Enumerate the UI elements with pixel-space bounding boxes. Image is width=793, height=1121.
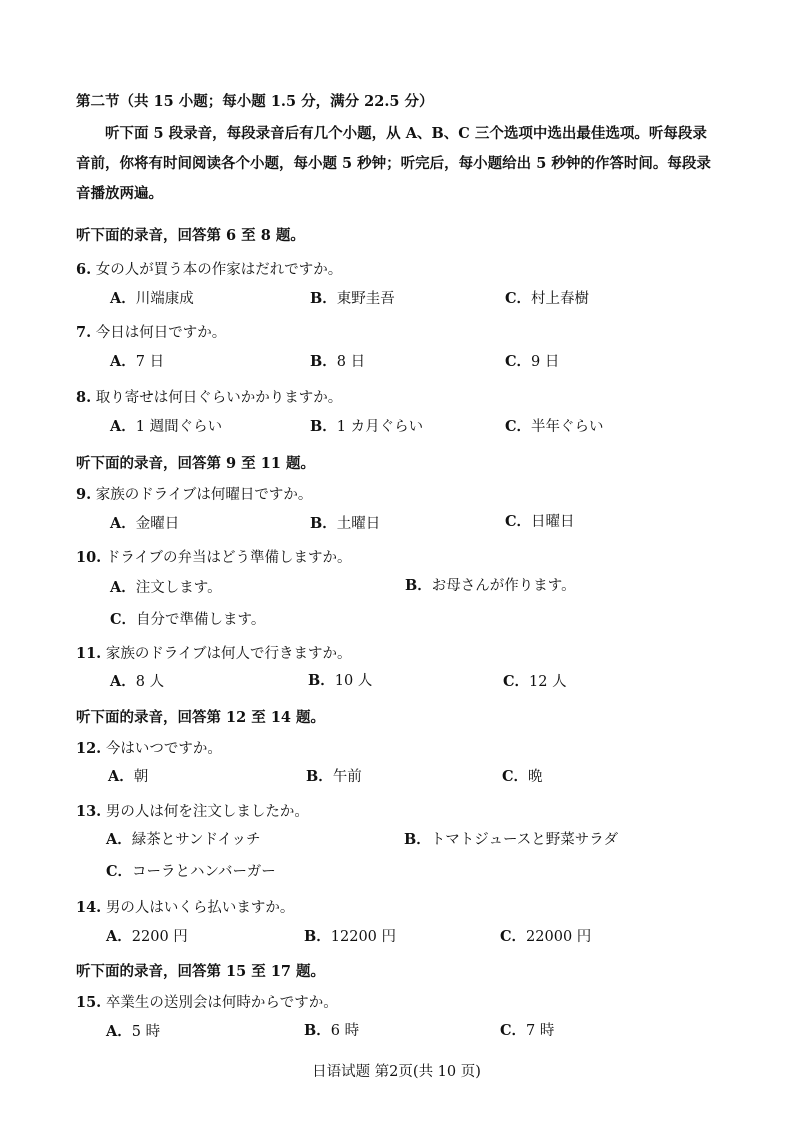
- question-text: 取り寄せは何日ぐらいかかりますか。: [95, 390, 343, 406]
- question-number: 11.: [76, 645, 102, 662]
- option-a[interactable]: A．1 週間ぐらい: [110, 418, 223, 435]
- option-b[interactable]: B．トマトジュースと野菜サラダ: [404, 831, 619, 848]
- question-text: 今はいつですか。: [105, 741, 222, 757]
- question-text: 女の人が買う本の作家はだれですか。: [95, 262, 343, 278]
- option-c[interactable]: C．7 時: [500, 1022, 555, 1039]
- question-stem: [76, 386, 342, 407]
- option-b[interactable]: B．お母さんが作ります。: [405, 577, 576, 594]
- question-stem: [76, 896, 294, 917]
- option-c[interactable]: C．村上春樹: [505, 290, 590, 307]
- option-c[interactable]: C．22000 円: [500, 928, 592, 945]
- question-text: 卒業生の送別会は何時からですか。: [105, 995, 338, 1011]
- option-c[interactable]: C．日曜日: [505, 513, 575, 530]
- option-b[interactable]: B．1 カ月ぐらい: [310, 418, 424, 435]
- option-a[interactable]: A．8 人: [110, 673, 165, 690]
- option-a[interactable]: A．7 日: [110, 353, 165, 370]
- question-text: 今日は何日ですか。: [95, 325, 227, 341]
- question-text: 家族のドライブは何曜日ですか。: [95, 487, 313, 503]
- question-text: ドライブの弁当はどう準備しますか。: [105, 550, 352, 566]
- option-c[interactable]: C．晩: [502, 768, 543, 785]
- question-stem: [76, 642, 351, 663]
- option-c[interactable]: C．コーラとハンバーガー: [106, 863, 276, 880]
- question-stem: [76, 737, 222, 758]
- question-number: 10.: [76, 549, 102, 566]
- section-header: 第二节（共 15 小题；每小题 1.5 分，满分 22.5 分）: [76, 93, 434, 110]
- option-a[interactable]: A．緑茶とサンドイッチ: [106, 831, 261, 848]
- group-prompt: 听下面的录音，回答第 15 至 17 题。: [76, 963, 326, 980]
- question-stem: [76, 546, 351, 567]
- question-stem: [76, 258, 342, 279]
- option-b[interactable]: B．6 時: [304, 1022, 360, 1039]
- question-text: 家族のドライブは何人で行きますか。: [105, 646, 352, 662]
- question-number: 12.: [76, 740, 102, 757]
- option-c[interactable]: C．半年ぐらい: [505, 418, 604, 435]
- question-number: 13.: [76, 803, 102, 820]
- question-text: 男の人はいくら払いますか。: [105, 900, 295, 916]
- option-b[interactable]: B．8 日: [310, 353, 366, 370]
- instructions-text: 听下面 5 段录音，每段录音后有几个小题，从 A、B、C 三个选项中选出最佳选项。听每段录音前，你将有时间阅读各个小题，每小题 5 秒钟；听完后，每小题给出 5 秒钟的作答时间。每段录音播放两遍。: [76, 125, 711, 202]
- option-a[interactable]: A．2200 円: [106, 928, 188, 945]
- option-a[interactable]: A．朝: [108, 768, 149, 785]
- question-number: 9.: [76, 486, 92, 503]
- option-b[interactable]: B．土曜日: [310, 515, 381, 532]
- option-b[interactable]: B．12200 円: [304, 928, 397, 945]
- option-b[interactable]: B．午前: [306, 768, 362, 785]
- question-stem: [76, 483, 312, 504]
- option-a[interactable]: A．注文します。: [110, 579, 222, 596]
- option-b[interactable]: B．10 人: [308, 672, 373, 689]
- group-prompt: 听下面的录音，回答第 6 至 8 题。: [76, 227, 305, 244]
- option-a[interactable]: A．金曜日: [110, 515, 180, 532]
- question-number: 15.: [76, 994, 102, 1011]
- page-footer: 日语试题 第2页(共 10 页): [312, 1064, 481, 1080]
- question-stem: [76, 991, 338, 1012]
- option-c[interactable]: C．9 日: [505, 353, 560, 370]
- question-number: 14.: [76, 899, 102, 916]
- instructions: [76, 119, 721, 209]
- question-number: 6.: [76, 261, 92, 278]
- option-b[interactable]: B．東野圭吾: [310, 290, 395, 307]
- question-text: 男の人は何を注文しましたか。: [105, 804, 309, 820]
- question-stem: [76, 800, 309, 821]
- option-c[interactable]: C．自分で準備します。: [110, 611, 266, 628]
- group-prompt: 听下面的录音，回答第 9 至 11 题。: [76, 455, 315, 472]
- question-stem: [76, 321, 226, 342]
- question-number: 8.: [76, 389, 92, 406]
- option-a[interactable]: A．川端康成: [110, 290, 194, 307]
- group-prompt: 听下面的录音，回答第 12 至 14 题。: [76, 709, 326, 726]
- question-number: 7.: [76, 324, 92, 341]
- option-c[interactable]: C．12 人: [503, 673, 567, 690]
- option-a[interactable]: A．5 時: [106, 1023, 161, 1040]
